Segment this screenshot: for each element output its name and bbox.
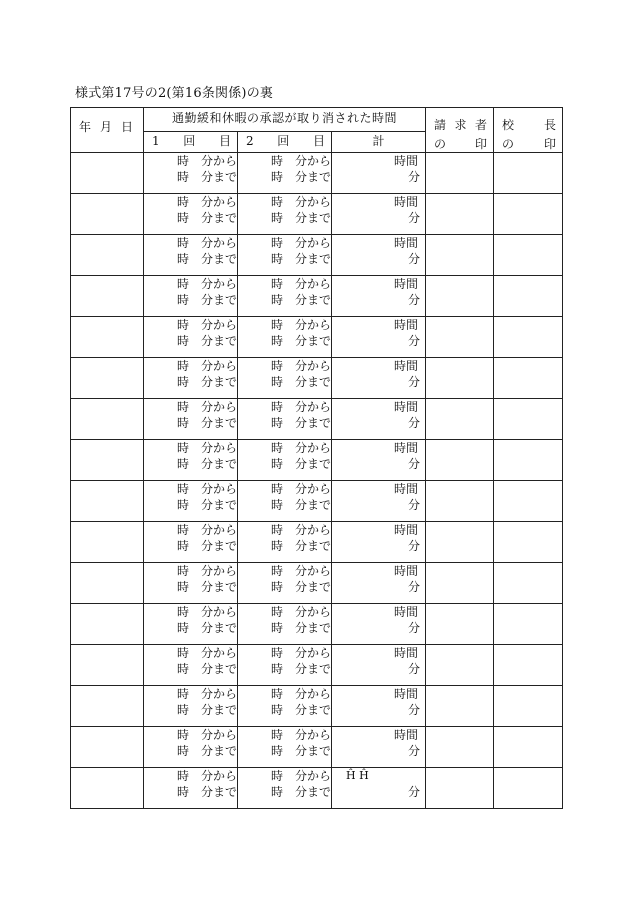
hours-total-label: 時間 bbox=[394, 482, 419, 496]
until-label: 分まで bbox=[294, 252, 331, 266]
hours-total-label: 時間 bbox=[394, 605, 419, 619]
hour-label: 時 bbox=[271, 334, 284, 348]
first-time-cell[interactable] bbox=[144, 358, 238, 399]
principal-seal-cell[interactable] bbox=[494, 563, 563, 604]
hours-total-label: 時間 bbox=[394, 236, 419, 250]
hour-label: 時 bbox=[177, 703, 190, 717]
second-time-cell[interactable] bbox=[238, 194, 332, 235]
hour-label: 時 bbox=[271, 703, 284, 717]
until-label: 分まで bbox=[200, 170, 237, 184]
total-cell[interactable] bbox=[332, 768, 426, 809]
date-cell[interactable] bbox=[71, 563, 144, 604]
header-second-char: 2 bbox=[246, 133, 254, 148]
table-row bbox=[71, 235, 563, 276]
first-time-cell[interactable] bbox=[144, 768, 238, 809]
hour-label: 時 bbox=[271, 744, 284, 758]
minutes-total-label: 分 bbox=[408, 785, 421, 799]
from-label: 分から bbox=[294, 318, 331, 332]
from-label: 分から bbox=[200, 400, 237, 414]
from-label: 分から bbox=[200, 728, 237, 742]
from-label: 分から bbox=[294, 195, 331, 209]
hour-label: 時 bbox=[177, 334, 190, 348]
requester-seal-cell[interactable] bbox=[426, 153, 494, 194]
hour-label: 時 bbox=[177, 646, 190, 660]
total-cell[interactable] bbox=[332, 522, 426, 563]
principal-seal-cell[interactable] bbox=[494, 194, 563, 235]
first-time-cell[interactable] bbox=[144, 563, 238, 604]
principal-seal-cell[interactable] bbox=[494, 358, 563, 399]
hour-label: 時 bbox=[177, 400, 190, 414]
hour-label: 時 bbox=[177, 211, 190, 225]
total-mark: Ĥ Ĥ bbox=[346, 769, 369, 782]
second-time-cell[interactable] bbox=[238, 358, 332, 399]
hour-label: 時 bbox=[271, 195, 284, 209]
header-principal-seal bbox=[494, 108, 563, 153]
from-label: 分から bbox=[294, 646, 331, 660]
from-label: 分から bbox=[294, 687, 331, 701]
header-requester-seal bbox=[426, 108, 494, 153]
first-time-cell[interactable] bbox=[144, 604, 238, 645]
minutes-total-label: 分 bbox=[408, 170, 421, 184]
hour-label: 時 bbox=[177, 498, 190, 512]
until-label: 分まで bbox=[200, 334, 237, 348]
second-time-cell[interactable] bbox=[238, 440, 332, 481]
first-time-cell[interactable] bbox=[144, 235, 238, 276]
table-row bbox=[71, 358, 563, 399]
principal-seal-cell[interactable] bbox=[494, 604, 563, 645]
total-cell[interactable] bbox=[332, 686, 426, 727]
until-label: 分まで bbox=[294, 416, 331, 430]
hour-label: 時 bbox=[177, 769, 190, 783]
total-cell[interactable] bbox=[332, 440, 426, 481]
hours-total-label: 時間 bbox=[394, 154, 419, 168]
requester-seal-cell[interactable] bbox=[426, 440, 494, 481]
hour-label: 時 bbox=[177, 621, 190, 635]
hours-total-label: 時間 bbox=[394, 728, 419, 742]
hour-label: 時 bbox=[271, 252, 284, 266]
until-label: 分まで bbox=[200, 539, 237, 553]
hour-label: 時 bbox=[271, 457, 284, 471]
first-time-cell[interactable] bbox=[144, 399, 238, 440]
header-requester-char: の bbox=[434, 137, 447, 151]
date-cell[interactable] bbox=[71, 645, 144, 686]
hour-label: 時 bbox=[177, 728, 190, 742]
hours-total-label: 時間 bbox=[394, 646, 419, 660]
until-label: 分まで bbox=[200, 252, 237, 266]
from-label: 分から bbox=[294, 359, 331, 373]
hour-label: 時 bbox=[271, 498, 284, 512]
until-label: 分まで bbox=[294, 457, 331, 471]
date-cell[interactable] bbox=[71, 768, 144, 809]
hours-total-label: 時間 bbox=[394, 318, 419, 332]
table-row bbox=[71, 768, 563, 809]
second-time-cell[interactable] bbox=[238, 645, 332, 686]
second-time-cell[interactable] bbox=[238, 768, 332, 809]
principal-seal-cell[interactable] bbox=[494, 686, 563, 727]
hour-label: 時 bbox=[177, 482, 190, 496]
requester-seal-cell[interactable] bbox=[426, 235, 494, 276]
first-time-cell[interactable] bbox=[144, 317, 238, 358]
until-label: 分まで bbox=[200, 662, 237, 676]
minutes-total-label: 分 bbox=[408, 416, 421, 430]
from-label: 分から bbox=[200, 482, 237, 496]
requester-seal-cell[interactable] bbox=[426, 604, 494, 645]
from-label: 分から bbox=[200, 195, 237, 209]
hour-label: 時 bbox=[271, 646, 284, 660]
table-row bbox=[71, 194, 563, 235]
until-label: 分まで bbox=[200, 785, 237, 799]
first-time-cell[interactable] bbox=[144, 440, 238, 481]
hour-label: 時 bbox=[271, 318, 284, 332]
second-time-cell[interactable] bbox=[238, 727, 332, 768]
principal-seal-cell[interactable] bbox=[494, 153, 563, 194]
hour-label: 時 bbox=[271, 170, 284, 184]
hours-total-label: 時間 bbox=[394, 400, 419, 414]
until-label: 分まで bbox=[200, 703, 237, 717]
date-cell[interactable] bbox=[71, 522, 144, 563]
second-time-cell[interactable] bbox=[238, 604, 332, 645]
until-label: 分まで bbox=[200, 416, 237, 430]
first-time-cell[interactable] bbox=[144, 727, 238, 768]
table-row bbox=[71, 563, 563, 604]
requester-seal-cell[interactable] bbox=[426, 481, 494, 522]
hours-total-label: 時間 bbox=[394, 564, 419, 578]
table-row bbox=[71, 317, 563, 358]
minutes-total-label: 分 bbox=[408, 498, 421, 512]
date-cell[interactable] bbox=[71, 153, 144, 194]
header-month-label: 月 bbox=[99, 120, 112, 134]
until-label: 分まで bbox=[200, 498, 237, 512]
hours-total-label: 時間 bbox=[394, 359, 419, 373]
table-row bbox=[71, 481, 563, 522]
header-first-time bbox=[144, 131, 238, 152]
hour-label: 時 bbox=[271, 539, 284, 553]
from-label: 分から bbox=[200, 605, 237, 619]
minutes-total-label: 分 bbox=[408, 744, 421, 758]
hour-label: 時 bbox=[177, 687, 190, 701]
hour-label: 時 bbox=[271, 400, 284, 414]
total-cell[interactable] bbox=[332, 358, 426, 399]
total-cell[interactable] bbox=[332, 276, 426, 317]
date-cell[interactable] bbox=[71, 194, 144, 235]
hour-label: 時 bbox=[177, 523, 190, 537]
from-label: 分から bbox=[294, 523, 331, 537]
until-label: 分まで bbox=[294, 703, 331, 717]
until-label: 分まで bbox=[200, 621, 237, 635]
table-row bbox=[71, 686, 563, 727]
from-label: 分から bbox=[294, 236, 331, 250]
hour-label: 時 bbox=[177, 170, 190, 184]
second-time-cell[interactable] bbox=[238, 317, 332, 358]
header-second-char: 回 bbox=[277, 133, 290, 148]
requester-seal-cell[interactable] bbox=[426, 645, 494, 686]
until-label: 分まで bbox=[294, 662, 331, 676]
second-time-cell[interactable] bbox=[238, 563, 332, 604]
from-label: 分から bbox=[294, 728, 331, 742]
until-label: 分まで bbox=[294, 621, 331, 635]
from-label: 分から bbox=[200, 441, 237, 455]
hour-label: 時 bbox=[177, 580, 190, 594]
hour-label: 時 bbox=[177, 662, 190, 676]
hour-label: 時 bbox=[177, 785, 190, 799]
hour-label: 時 bbox=[271, 375, 284, 389]
hour-label: 時 bbox=[177, 539, 190, 553]
hours-total-label: 時間 bbox=[394, 687, 419, 701]
minutes-total-label: 分 bbox=[408, 293, 421, 307]
hour-label: 時 bbox=[271, 482, 284, 496]
until-label: 分まで bbox=[294, 170, 331, 184]
principal-seal-cell[interactable] bbox=[494, 768, 563, 809]
minutes-total-label: 分 bbox=[408, 580, 421, 594]
total-cell[interactable] bbox=[332, 481, 426, 522]
requester-seal-cell[interactable] bbox=[426, 522, 494, 563]
header-first-char: 目 bbox=[218, 133, 231, 148]
date-cell[interactable] bbox=[71, 440, 144, 481]
until-label: 分まで bbox=[200, 293, 237, 307]
from-label: 分から bbox=[294, 482, 331, 496]
from-label: 分から bbox=[200, 277, 237, 291]
hour-label: 時 bbox=[177, 277, 190, 291]
requester-seal-cell[interactable] bbox=[426, 563, 494, 604]
principal-seal-cell[interactable] bbox=[494, 645, 563, 686]
header-principal-char: の bbox=[502, 137, 515, 151]
hour-label: 時 bbox=[177, 457, 190, 471]
date-cell[interactable] bbox=[71, 481, 144, 522]
first-time-cell[interactable] bbox=[144, 645, 238, 686]
second-time-cell[interactable] bbox=[238, 481, 332, 522]
until-label: 分まで bbox=[294, 580, 331, 594]
hours-total-label: 時間 bbox=[394, 277, 419, 291]
first-time-cell[interactable] bbox=[144, 276, 238, 317]
date-cell[interactable] bbox=[71, 399, 144, 440]
date-cell[interactable] bbox=[71, 276, 144, 317]
header-second-time bbox=[238, 131, 332, 152]
hour-label: 時 bbox=[271, 621, 284, 635]
header-total: 計 bbox=[332, 131, 426, 152]
table-row bbox=[71, 153, 563, 194]
principal-seal-cell[interactable] bbox=[494, 317, 563, 358]
from-label: 分から bbox=[200, 154, 237, 168]
hour-label: 時 bbox=[271, 359, 284, 373]
minutes-total-label: 分 bbox=[408, 539, 421, 553]
hour-label: 時 bbox=[271, 236, 284, 250]
principal-seal-cell[interactable] bbox=[494, 522, 563, 563]
principal-seal-cell[interactable] bbox=[494, 399, 563, 440]
from-label: 分から bbox=[294, 441, 331, 455]
hour-label: 時 bbox=[271, 211, 284, 225]
header-requester-char: 求 bbox=[454, 118, 467, 132]
header-first-char: 1 bbox=[152, 133, 160, 148]
total-cell[interactable] bbox=[332, 317, 426, 358]
minutes-total-label: 分 bbox=[408, 621, 421, 635]
header-requester-char: 者 bbox=[475, 118, 488, 132]
hour-label: 時 bbox=[271, 154, 284, 168]
header-first-char: 回 bbox=[183, 133, 196, 148]
first-time-cell[interactable] bbox=[144, 153, 238, 194]
hour-label: 時 bbox=[271, 523, 284, 537]
until-label: 分まで bbox=[200, 211, 237, 225]
until-label: 分まで bbox=[294, 498, 331, 512]
until-label: 分まで bbox=[294, 785, 331, 799]
date-cell[interactable] bbox=[71, 235, 144, 276]
table-row bbox=[71, 440, 563, 481]
table-row bbox=[71, 727, 563, 768]
until-label: 分まで bbox=[294, 744, 331, 758]
hour-label: 時 bbox=[177, 195, 190, 209]
principal-seal-cell[interactable] bbox=[494, 276, 563, 317]
from-label: 分から bbox=[200, 687, 237, 701]
requester-seal-cell[interactable] bbox=[426, 686, 494, 727]
total-cell[interactable] bbox=[332, 727, 426, 768]
hour-label: 時 bbox=[177, 318, 190, 332]
hour-label: 時 bbox=[271, 293, 284, 307]
hour-label: 時 bbox=[177, 236, 190, 250]
time-record-table bbox=[70, 107, 563, 809]
header-principal-char: 長 bbox=[544, 118, 557, 132]
hour-label: 時 bbox=[271, 416, 284, 430]
header-day-label: 日 bbox=[120, 120, 133, 134]
hour-label: 時 bbox=[177, 375, 190, 389]
second-time-cell[interactable] bbox=[238, 686, 332, 727]
hour-label: 時 bbox=[177, 154, 190, 168]
minutes-total-label: 分 bbox=[408, 334, 421, 348]
header-date-cell bbox=[71, 108, 144, 153]
date-cell[interactable] bbox=[71, 317, 144, 358]
total-cell[interactable] bbox=[332, 604, 426, 645]
hour-label: 時 bbox=[271, 662, 284, 676]
header-main-heading: 通勤緩和休暇の承認が取り消された時間 bbox=[144, 108, 426, 132]
from-label: 分から bbox=[200, 646, 237, 660]
requester-seal-cell[interactable] bbox=[426, 768, 494, 809]
minutes-total-label: 分 bbox=[408, 662, 421, 676]
table-row bbox=[71, 522, 563, 563]
hour-label: 時 bbox=[177, 441, 190, 455]
date-cell[interactable] bbox=[71, 686, 144, 727]
principal-seal-cell[interactable] bbox=[494, 235, 563, 276]
header-second-char: 目 bbox=[312, 133, 325, 148]
date-cell[interactable] bbox=[71, 358, 144, 399]
header-principal-char: 印 bbox=[544, 137, 557, 151]
total-cell[interactable] bbox=[332, 645, 426, 686]
table-row bbox=[71, 276, 563, 317]
from-label: 分から bbox=[294, 605, 331, 619]
minutes-total-label: 分 bbox=[408, 252, 421, 266]
until-label: 分まで bbox=[200, 744, 237, 758]
hour-label: 時 bbox=[177, 744, 190, 758]
first-time-cell[interactable] bbox=[144, 194, 238, 235]
principal-seal-cell[interactable] bbox=[494, 440, 563, 481]
minutes-total-label: 分 bbox=[408, 457, 421, 471]
second-time-cell[interactable] bbox=[238, 235, 332, 276]
hour-label: 時 bbox=[271, 769, 284, 783]
hour-label: 時 bbox=[177, 605, 190, 619]
second-time-cell[interactable] bbox=[238, 153, 332, 194]
total-cell[interactable] bbox=[332, 563, 426, 604]
header-requester-char: 印 bbox=[475, 137, 488, 151]
until-label: 分まで bbox=[200, 457, 237, 471]
minutes-total-label: 分 bbox=[408, 211, 421, 225]
total-cell[interactable] bbox=[332, 153, 426, 194]
first-time-cell[interactable] bbox=[144, 686, 238, 727]
date-cell[interactable] bbox=[71, 604, 144, 645]
principal-seal-cell[interactable] bbox=[494, 481, 563, 522]
hour-label: 時 bbox=[177, 293, 190, 307]
requester-seal-cell[interactable] bbox=[426, 194, 494, 235]
hour-label: 時 bbox=[271, 564, 284, 578]
hour-label: 時 bbox=[177, 416, 190, 430]
hour-label: 時 bbox=[271, 441, 284, 455]
first-time-cell[interactable] bbox=[144, 522, 238, 563]
until-label: 分まで bbox=[294, 539, 331, 553]
requester-seal-cell[interactable] bbox=[426, 399, 494, 440]
from-label: 分から bbox=[294, 400, 331, 414]
second-time-cell[interactable] bbox=[238, 276, 332, 317]
first-time-cell[interactable] bbox=[144, 481, 238, 522]
from-label: 分から bbox=[200, 523, 237, 537]
hour-label: 時 bbox=[271, 580, 284, 594]
header-principal-char: 校 bbox=[502, 118, 515, 132]
hour-label: 時 bbox=[271, 277, 284, 291]
hour-label: 時 bbox=[177, 252, 190, 266]
second-time-cell[interactable] bbox=[238, 522, 332, 563]
total-cell[interactable] bbox=[332, 194, 426, 235]
hour-label: 時 bbox=[271, 687, 284, 701]
minutes-total-label: 分 bbox=[408, 375, 421, 389]
table-row bbox=[71, 645, 563, 686]
hour-label: 時 bbox=[271, 728, 284, 742]
hour-label: 時 bbox=[271, 605, 284, 619]
hour-label: 時 bbox=[177, 359, 190, 373]
requester-seal-cell[interactable] bbox=[426, 358, 494, 399]
until-label: 分まで bbox=[294, 334, 331, 348]
from-label: 分から bbox=[200, 769, 237, 783]
table-row bbox=[71, 604, 563, 645]
from-label: 分から bbox=[294, 769, 331, 783]
requester-seal-cell[interactable] bbox=[426, 317, 494, 358]
hours-total-label: 時間 bbox=[394, 195, 419, 209]
until-label: 分まで bbox=[294, 211, 331, 225]
principal-seal-cell[interactable] bbox=[494, 727, 563, 768]
header-requester-char: 請 bbox=[434, 118, 447, 132]
requester-seal-cell[interactable] bbox=[426, 276, 494, 317]
second-time-cell[interactable] bbox=[238, 399, 332, 440]
hours-total-label: 時間 bbox=[394, 441, 419, 455]
total-cell[interactable] bbox=[332, 399, 426, 440]
requester-seal-cell[interactable] bbox=[426, 727, 494, 768]
until-label: 分まで bbox=[200, 580, 237, 594]
hour-label: 時 bbox=[271, 785, 284, 799]
header-year-label: 年 bbox=[79, 120, 92, 134]
until-label: 分まで bbox=[294, 293, 331, 307]
from-label: 分から bbox=[200, 318, 237, 332]
table-row bbox=[71, 399, 563, 440]
from-label: 分から bbox=[294, 564, 331, 578]
hours-total-label: 時間 bbox=[394, 523, 419, 537]
from-label: 分から bbox=[200, 236, 237, 250]
total-cell[interactable] bbox=[332, 235, 426, 276]
minutes-total-label: 分 bbox=[408, 703, 421, 717]
until-label: 分まで bbox=[294, 375, 331, 389]
from-label: 分から bbox=[200, 564, 237, 578]
from-label: 分から bbox=[200, 359, 237, 373]
from-label: 分から bbox=[294, 154, 331, 168]
form-title: 様式第17号の2(第16条関係)の裏 bbox=[75, 86, 274, 101]
hour-label: 時 bbox=[177, 564, 190, 578]
from-label: 分から bbox=[294, 277, 331, 291]
until-label: 分まで bbox=[200, 375, 237, 389]
date-cell[interactable] bbox=[71, 727, 144, 768]
